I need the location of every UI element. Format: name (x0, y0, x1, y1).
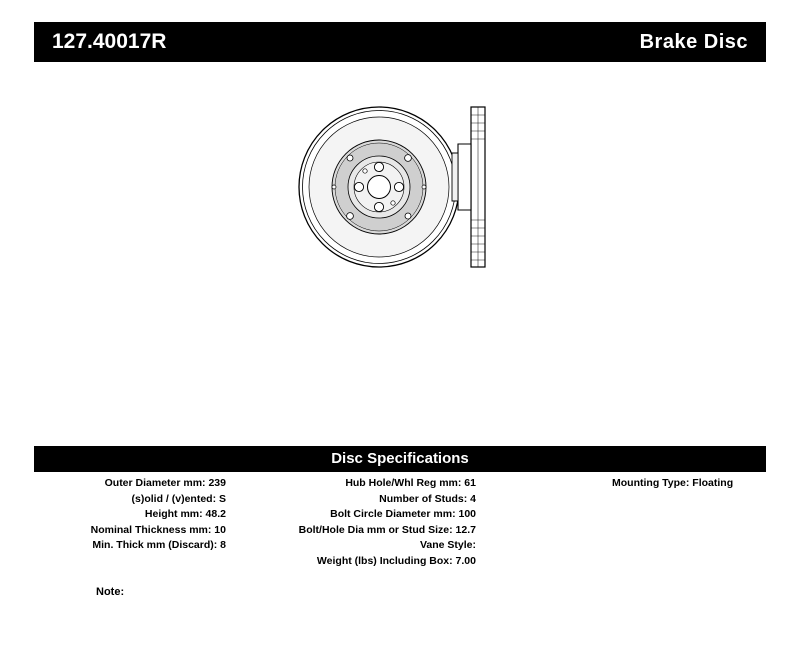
spec-section-title: Disc Specifications (34, 446, 766, 472)
product-type-label: Brake Disc (639, 30, 748, 53)
spec-column-left (34, 476, 234, 554)
spec-column-middle (234, 476, 482, 569)
product-drawing (34, 70, 766, 430)
spec-item: Vane Style: (419, 539, 476, 551)
spec-item: (s)olid / (v)ented: S (131, 492, 226, 505)
rotor-side-view (452, 107, 485, 267)
spec-item: Bolt Circle Diameter mm: 100 (330, 508, 476, 520)
spec-item: Min. Thick mm (Discard): 8 (92, 539, 226, 551)
spec-item: Nominal Thickness mm: 10 (90, 523, 226, 536)
rotor-face-view (299, 107, 459, 267)
spec-item: Outer Diameter mm: 239 (104, 477, 226, 489)
spec-body (34, 476, 766, 598)
spec-item: Weight (lbs) Including Box: 7.00 (316, 554, 476, 567)
header-bar (34, 22, 766, 62)
note-label: Note: (96, 586, 125, 598)
part-number: 127.40017R (52, 30, 167, 53)
spec-column-right (482, 476, 766, 492)
brake-disc-illustration (34, 70, 766, 430)
spec-item: Hub Hole/Whl Reg mm: 61 (345, 477, 476, 489)
spec-item: Bolt/Hole Dia mm or Stud Size: 12.7 (298, 523, 476, 536)
spec-item: Height mm: 48.2 (144, 508, 226, 520)
spec-item: Mounting Type: Floating (612, 477, 734, 489)
spec-item: Number of Studs: 4 (379, 492, 476, 505)
